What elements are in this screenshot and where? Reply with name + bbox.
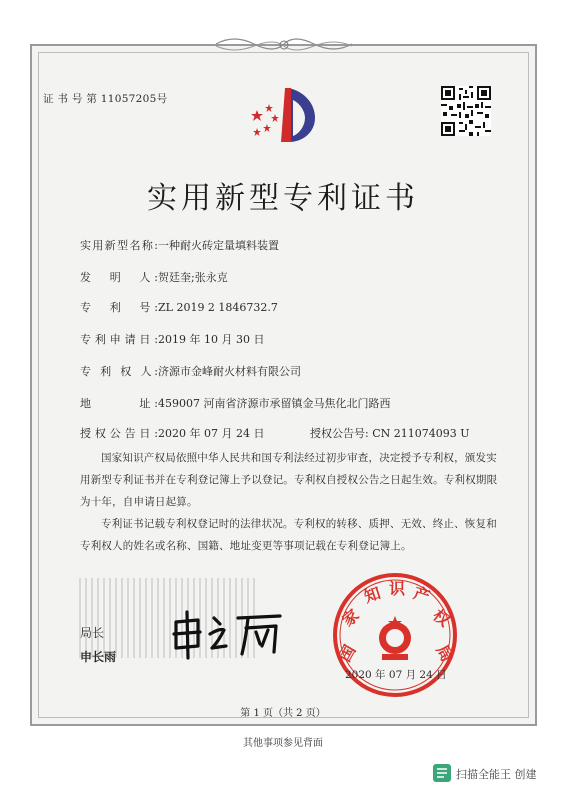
field-value: 贺廷奎;张永克 [158,271,228,284]
svg-text:产: 产 [411,583,433,607]
field-label: 专 利 号: [80,301,158,314]
svg-text:国: 国 [335,641,360,665]
field-label: 专 利 权 人: [80,365,158,378]
field-patentee [80,363,301,379]
body-paragraph: 专利证书记载专利权登记时的法律状况。专利权的转移、质押、无效、终止、恢复和专利权人的姓名或名称、国籍、地址变更等事项记载在专利登记簿上。 [80,518,497,552]
svg-text:知: 知 [361,583,383,607]
chief-name: 申长雨 [80,650,117,664]
field-label: 实用新型名称: [80,239,158,252]
certificate-number-value: 11057205 [100,93,157,105]
certificate-title: 实用新型专利证书 [147,181,419,216]
svg-text:权: 权 [429,605,454,631]
field-grant-row [80,425,500,441]
certificate-number-label: 证 书 号 第 [43,93,98,105]
field-label: 授权公告号: [310,427,369,440]
svg-text:家: 家 [338,605,363,631]
field-inventor [80,269,228,285]
handwritten-signature-icon [168,608,288,660]
field-value: 济源市金峰耐火材料有限公司 [158,365,301,378]
field-value: 459007 河南省济源市承留镇金马焦化北门路西 [158,397,391,410]
field-value: 一种耐火砖定量填料装置 [158,239,279,252]
field-grant-number [310,425,470,441]
certificate-number [43,91,167,106]
camscanner-icon [433,764,451,782]
field-label: 地 址: [80,397,158,410]
field-value: ZL 2019 2 1846732.7 [158,301,278,314]
field-label: 专利申请日: [80,333,158,346]
top-ornament-icon [214,34,354,54]
field-patent-number [80,299,278,315]
field-label: 授权公告日: [80,427,158,440]
seal-date: 2020 年 07 月 24 日 [345,669,447,681]
field-address [80,395,391,411]
field-filing-date [80,331,264,347]
scanner-label: 扫描全能王 创建 [456,768,537,781]
qr-code-icon [441,86,491,136]
field-utility-model-name [80,237,279,253]
field-label: 发 明 人: [80,271,158,284]
svg-text:局: 局 [432,641,457,665]
cnipa-emblem-icon [245,84,323,146]
field-value: 2019 年 10 月 30 日 [158,333,265,346]
field-value: 2020 年 07 月 24 日 [158,427,265,440]
page-number: 第 1 页（共 2 页） [240,708,326,719]
certificate-number-suffix: 号 [156,93,168,105]
svg-text:识: 识 [388,579,406,598]
footnote: 其他事项参见背面 [243,738,323,749]
chief-title: 局长 [80,626,105,640]
field-value: CN 211074093 U [372,427,470,440]
body-paragraph: 国家知识产权局依照中华人民共和国专利法经过初步审查，决定授予专利权，颁发实用新型专利证书并在专利登记簿上予以登记。专利权自授权公告之日起生效。专利权期限为十年，自申请日起算。 [80,452,498,508]
